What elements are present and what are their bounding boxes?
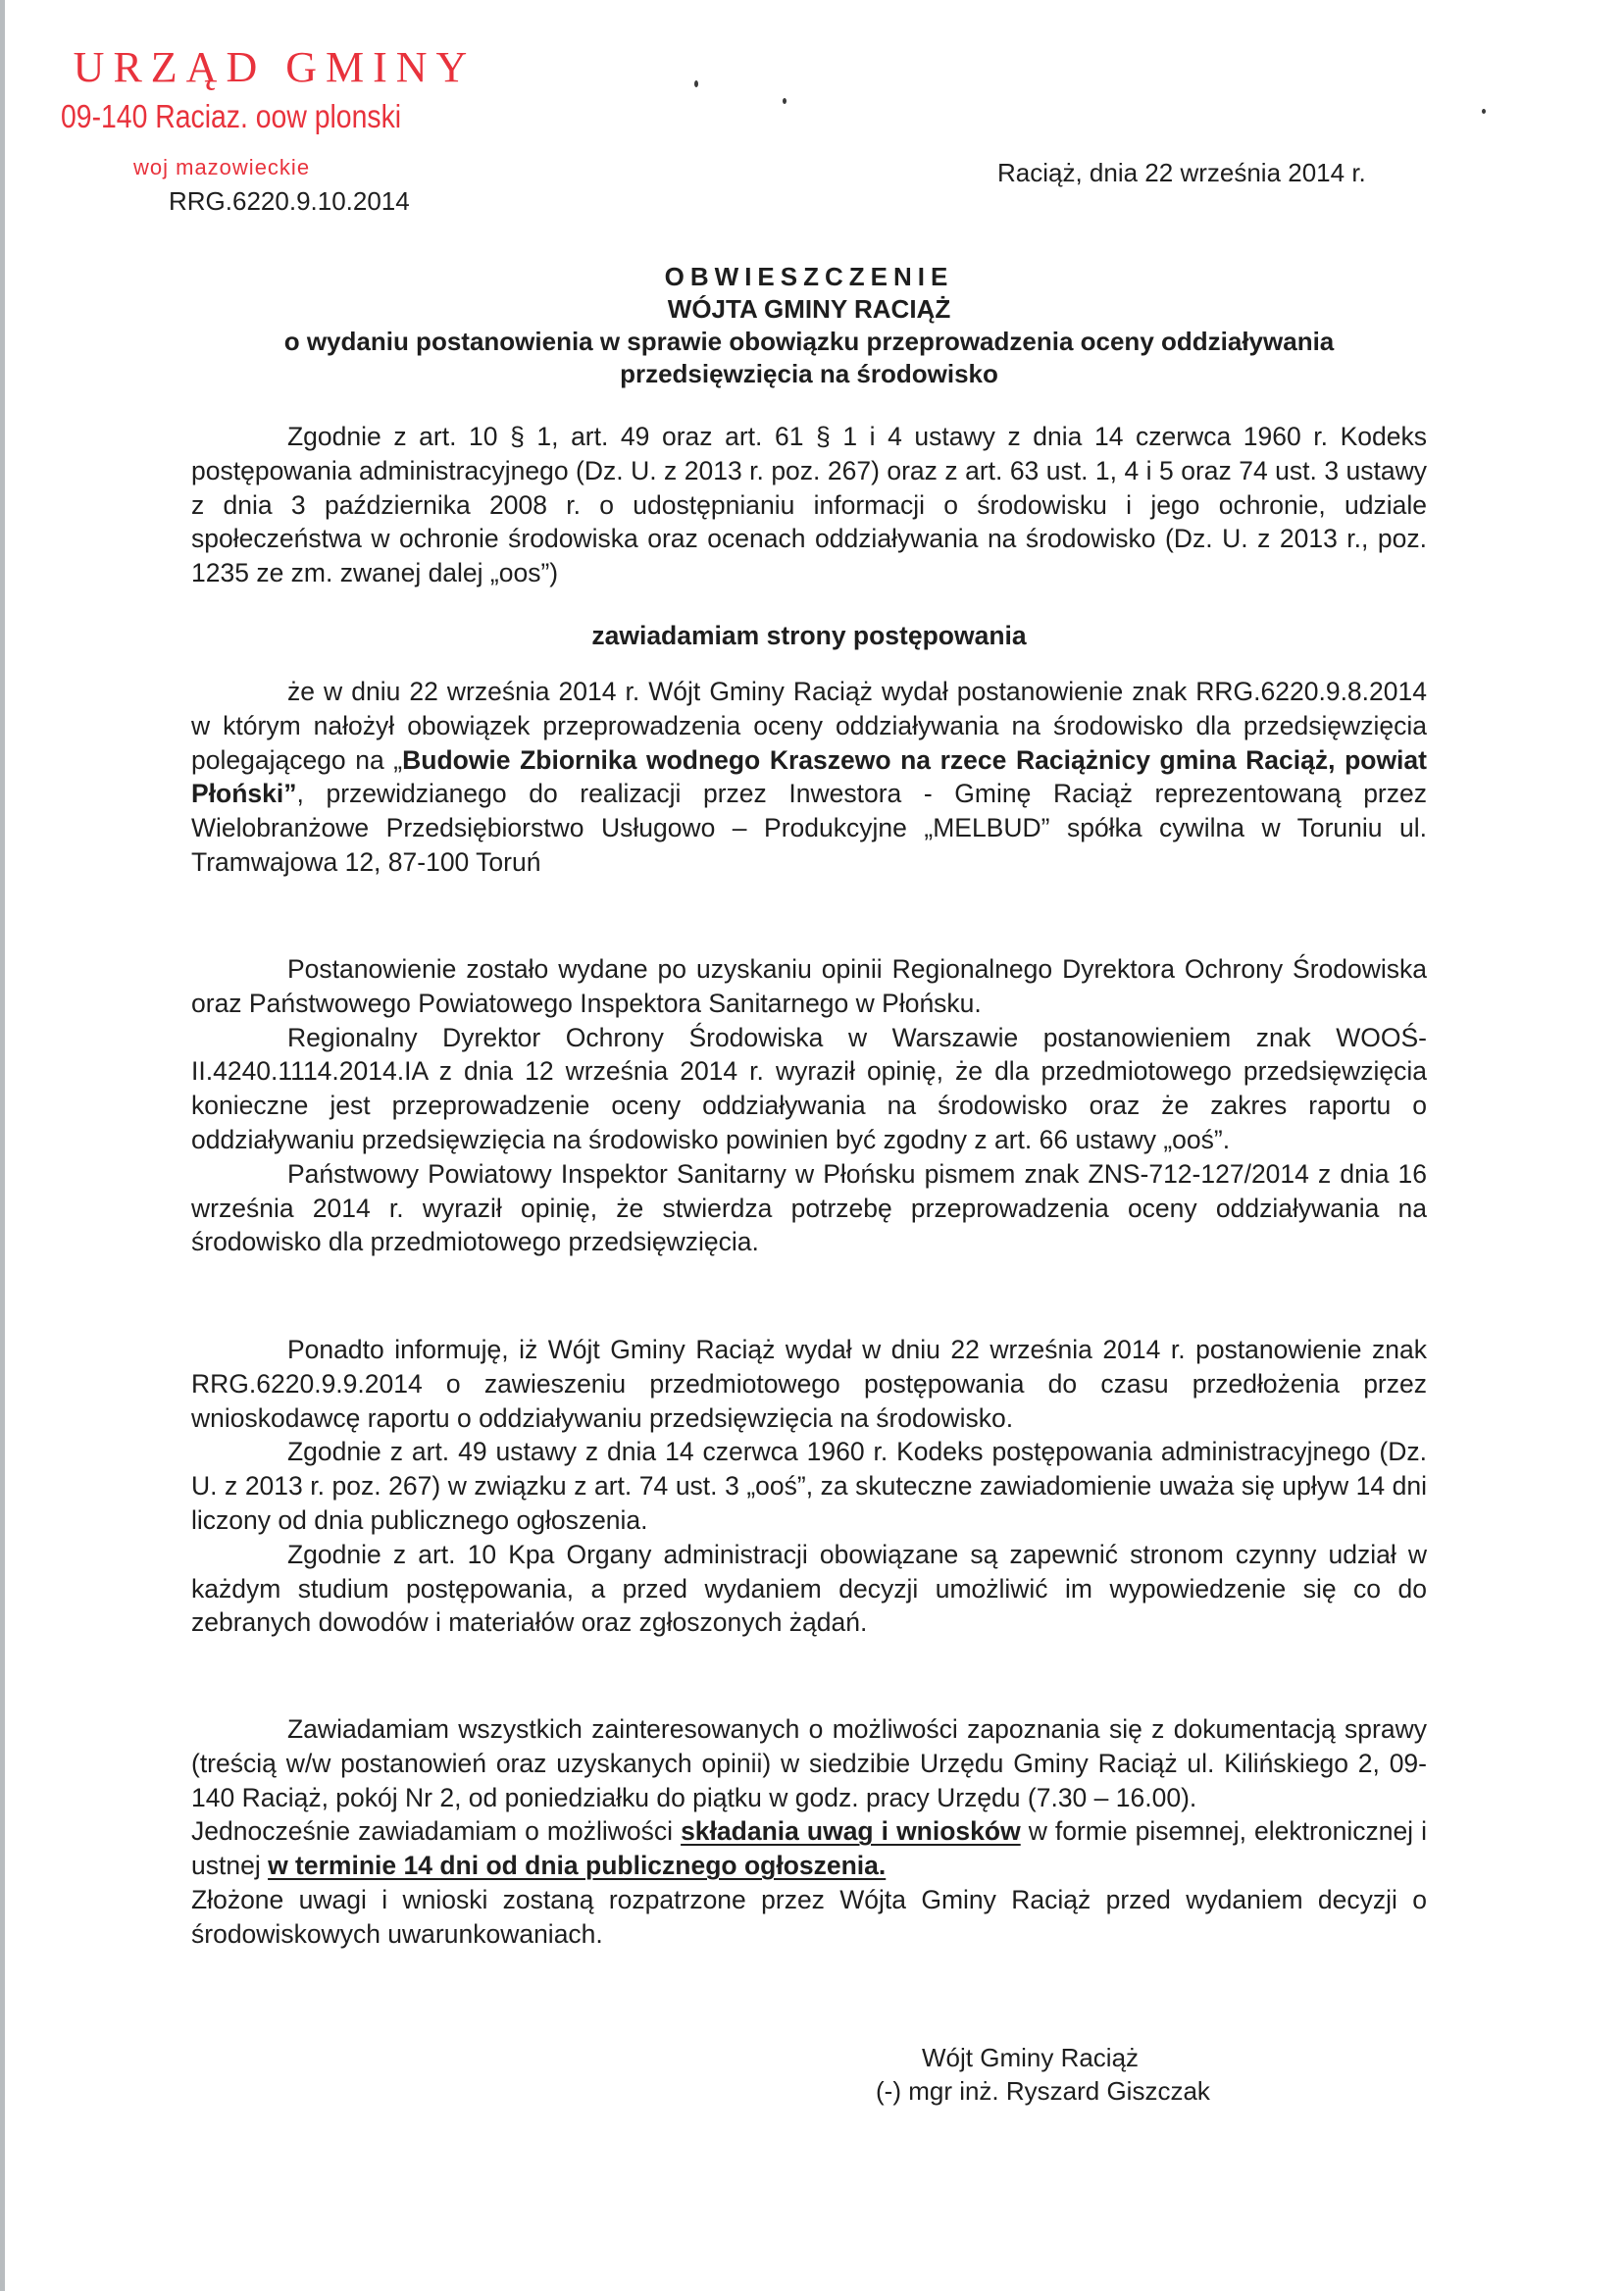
paragraph-remarks xyxy=(191,1814,1427,1883)
office-stamp-title: URZĄD GMINY xyxy=(73,43,477,91)
office-stamp-region: woj mazowieckie xyxy=(133,155,311,179)
scan-speck xyxy=(694,80,698,87)
remarks-text: Jednocześnie zawiadamiam o możliwości xyxy=(191,1816,682,1847)
decision-text-cont: , przewidzianego do realizacji przez Inwestora - Gminę Raciąż reprezentowaną przez Wielobranżowe Przedsiębiorstwo Usługowo – Produkcyjne „MELBUD” spółka cywilna w Toruniu ul. Tramwajowa 12, 87-100 Toruń xyxy=(191,779,1427,877)
scan-speck xyxy=(1482,109,1486,114)
section-legal-basis xyxy=(191,420,1427,590)
remarks-emphasis: składania uwag i wniosków xyxy=(681,1816,1021,1847)
paragraph-sanepid-opinion: Państwowy Powiatowy Inspektor Sanitarny w Płońsku pismem znak ZNS-712-127/2014 z dnia 16 września 2014 r. wyraził opinię, że stwierdza potrzebę przeprowadzenia oceny oddziaływania na środowisko dla przedmiotowego przedsięwzięcia. xyxy=(191,1158,1427,1257)
decision-text: że w dniu 22 września 2014 r. Wójt Gminy Raciąż wydał postanowienie znak RRG.6220.9.8.2014 w którym nałożył obowiązek przeprowadzenia oceny oddziaływania na środowisko dla przedsięwzięcia polegającego na „ xyxy=(191,677,1427,775)
remarks-text-cont: w formie pisemnej, elektronicznej i ustnej xyxy=(191,1816,1428,1881)
place-and-date: Raciąż, dnia 22 września 2014 r. xyxy=(997,158,1366,187)
title-obwieszczenie: OBWIESZCZENIE xyxy=(664,262,954,291)
paragraph-legal-basis: Zgodnie z art. 10 § 1, art. 49 oraz art. 61 § 1 i 4 ustawy z dnia 14 czerwca 1960 r. Kodeks postępowania administracyjnego (Dz. U. z 2013 r. poz. 267) oraz z art. 63 ust. 1, 4 i 5 oraz 74 ust. 3 ustawy z dnia 3 października 2008 r. o udostępnianiu informacji o środowisku i jego ochronie, udziale społeczeństwa w ochronie środowiska oraz ocenach oddziaływania na środowisko (Dz. U. z 2013 r., poz. 1235 ze zm. zwanej dalej „oos”) xyxy=(191,422,1427,588)
paragraph-rdos-opinion: Regionalny Dyrektor Ochrony Środowiska w Warszawie postanowieniem znak WOOŚ-II.4240.1114.2014.IA z dnia 12 września 2014 r. wyraził opinię, że dla przedmiotowego przedsięwzięcia konieczne jest przeprowadzenie oceny oddziaływania na środowisko oraz że zakres raportu o oddziaływaniu przedsięwzięcia na środowisko powinien być zgodny z art. 66 ustawy „ooś”. xyxy=(191,1022,1427,1154)
paragraph-notification-rule: Zgodnie z art. 49 ustawy z dnia 14 czerwca 1960 r. Kodeks postępowania administracyjnego (Dz. U. z 2013 r. poz. 267) w związku z art. 74 ust. 3 „ooś”, za skuteczne zawiadomienie uważa się upływ 14 dni liczony od dnia publicznego ogłoszenia. xyxy=(191,1437,1427,1535)
scan-speck xyxy=(783,98,787,104)
title-subject-cont: przedsięwzięcia na środowisko xyxy=(620,359,998,388)
office-stamp-address: 09-140 Raciaz. oow plonski xyxy=(61,98,402,134)
section-decision xyxy=(191,675,1427,880)
section-suspension xyxy=(191,1333,1427,1640)
signature-name: (-) mgr inż. Ryszard Giszczak xyxy=(876,2076,1210,2106)
paragraph-closing: Złożone uwagi i wnioski zostaną rozpatrzone przez Wójta Gminy Raciąż przed wydaniem decyzji o środowiskowych uwarunkowaniach. xyxy=(191,1884,1427,1949)
paragraph-suspension: Ponadto informuję, iż Wójt Gminy Raciąż wydał w dniu 22 września 2014 r. postanowienie znak RRG.6220.9.9.2014 o zawieszeniu przedmiotowego postępowania do czasu przedłożenia przez wnioskodawcę raportu o oddziaływaniu przedsięwzięcia na środowisko. xyxy=(191,1335,1427,1433)
signature-title: Wójt Gminy Raciąż xyxy=(922,2043,1140,2072)
paragraph-decision xyxy=(191,675,1427,880)
project-name: Budowie Zbiornika wodnego Kraszewo na rzece Raciążnicy gmina Raciąż, powiat Płoński” xyxy=(191,744,1427,809)
notice-heading: zawiadamiam strony postępowania xyxy=(591,621,1027,650)
section-opinions xyxy=(191,952,1427,1259)
title-issuer: WÓJTA GMINY RACIĄŻ xyxy=(667,294,951,324)
document-title xyxy=(147,261,1471,390)
paragraph-opinions-intro: Postanowienie zostało wydane po uzyskaniu opinii Regionalnego Dyrektora Ochrony Środowiska oraz Państwowego Powiatowego Inspektora Sanitarnego w Płońsku. xyxy=(191,954,1427,1018)
section-notice-heading xyxy=(191,619,1427,653)
remarks-deadline: w terminie 14 dni od dnia publicznego ogłoszenia. xyxy=(268,1851,887,1881)
paragraph-inspection: Zawiadamiam wszystkich zainteresowanych o możliwości zapoznania się z dokumentacją sprawy (treścią w/w postanowień oraz uzyskanych opinii) w siedzibie Urzędu Gminy Raciąż ul. Kilińskiego 2, 09-140 Raciąż, pokój Nr 2, od poniedziałku do piątku w godz. pracy Urzędu (7.30 – 16.00). xyxy=(191,1714,1427,1812)
reference-number: RRG.6220.9.10.2014 xyxy=(169,186,410,216)
scan-edge xyxy=(0,0,5,2291)
paragraph-kpa-art10: Zgodnie z art. 10 Kpa Organy administracji obowiązane są zapewnić stronom czynny udział w każdym studium postępowania, a przed wydaniem decyzji umożliwić im wypowiedzenie się co do zebranych dowodów i materiałów oraz zgłoszonych żądań. xyxy=(191,1539,1427,1638)
section-inspection xyxy=(191,1712,1427,1952)
title-subject: o wydaniu postanowienia w sprawie obowiązku przeprowadzenia oceny oddziaływania xyxy=(283,327,1335,356)
